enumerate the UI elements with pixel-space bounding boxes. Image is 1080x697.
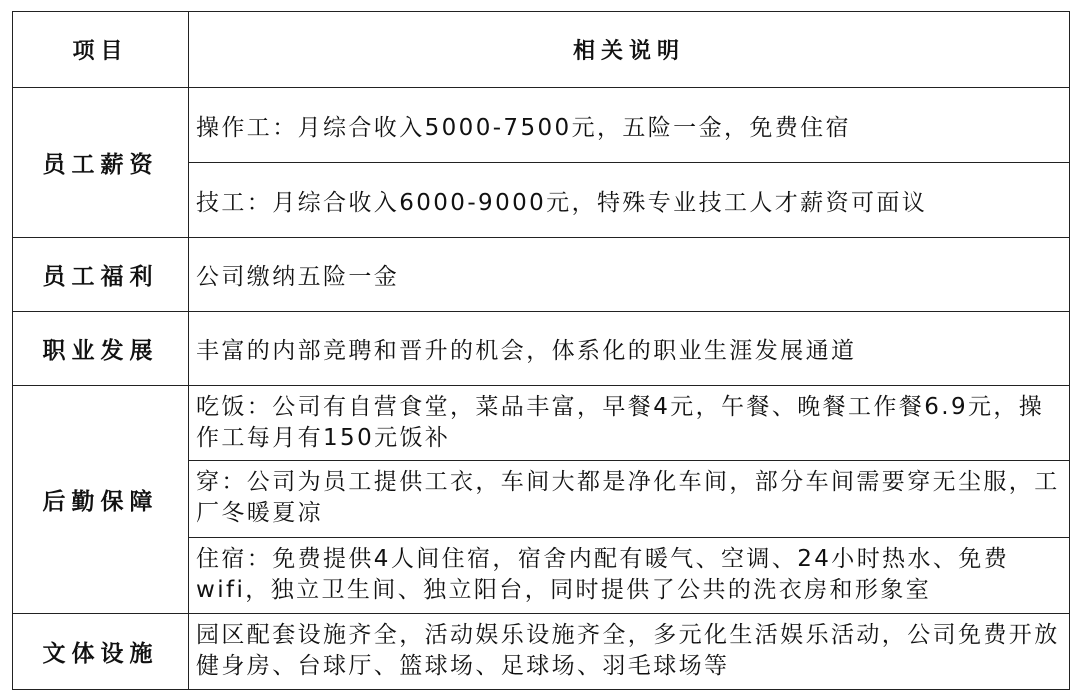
table-row — [13, 386, 1070, 461]
table-row — [13, 614, 1070, 690]
category-career: 职业发展 — [13, 312, 189, 386]
benefits-description: 公司缴纳五险一金 — [189, 238, 1070, 312]
category-benefits: 员工福利 — [13, 238, 189, 312]
salary-technician: 技工：月综合收入6000-9000元，特殊专业技工人才薪资可面议 — [189, 163, 1070, 238]
table-header-row — [13, 12, 1070, 88]
table-row — [13, 312, 1070, 386]
info-table — [12, 11, 1070, 690]
logistics-meals: 吃饭：公司有自营食堂，菜品丰富，早餐4元，午餐、晚餐工作餐6.9元，操作工每月有150元饭补 — [189, 386, 1070, 461]
salary-operator: 操作工：月综合收入5000-7500元，五险一金，免费住宿 — [189, 88, 1070, 163]
career-description: 丰富的内部竞聘和晋升的机会，体系化的职业生涯发展通道 — [189, 312, 1070, 386]
logistics-housing: 住宿：免费提供4人间住宿，宿舍内配有暖气、空调、24小时热水、免费wifi，独立卫生间、独立阳台，同时提供了公共的洗衣房和形象室 — [189, 538, 1070, 614]
table-row — [13, 88, 1070, 163]
category-logistics: 后勤保障 — [13, 386, 189, 614]
logistics-clothing: 穿：公司为员工提供工衣，车间大都是净化车间，部分车间需要穿无尘服，工厂冬暖夏凉 — [189, 461, 1070, 538]
category-salary: 员工薪资 — [13, 88, 189, 238]
header-description: 相关说明 — [189, 12, 1070, 88]
table-row — [13, 238, 1070, 312]
facilities-description: 园区配套设施齐全，活动娱乐设施齐全，多元化生活娱乐活动，公司免费开放健身房、台球厅、篮球场、足球场、羽毛球场等 — [189, 614, 1070, 690]
category-facilities: 文体设施 — [13, 614, 189, 690]
header-item: 项目 — [13, 12, 189, 88]
